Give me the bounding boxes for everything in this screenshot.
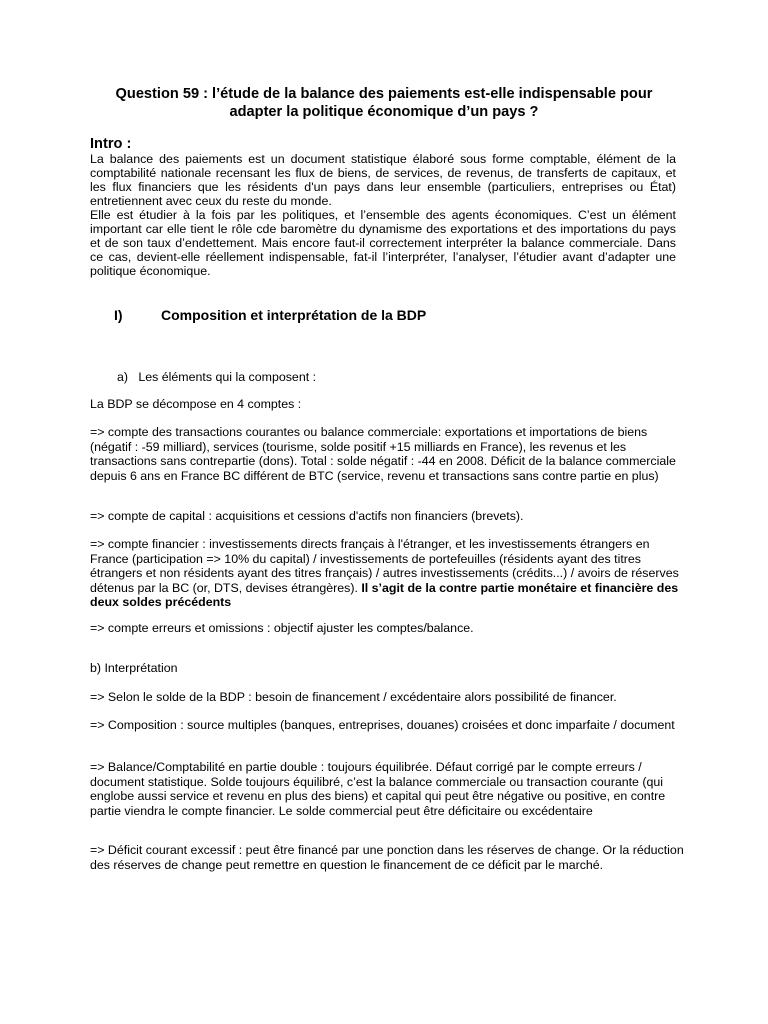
interpretation-deficit-paragraph: => Déficit courant excessif : peut être financé par une ponction dans les réserves de change. Or la réduction des réserves de change peut remettre en question le financement de ce déficit par le marché. [90,843,684,872]
interpretation-solde-paragraph: => Selon le solde de la BDP : besoin de financement / excédentaire alors possibilité de financer. [90,690,617,704]
compte-capital-paragraph: => compte de capital : acquisitions et cessions d'actifs non financiers (brevets). [90,509,524,523]
title-line-1: Question 59 : l’étude de la balance des paiements est-elle indispensable pour [115,86,653,102]
intro-paragraph-2: Elle est étudier à la fois par les politiques, et l’ensemble des agents économiques. C’est un élément important car elle tient le rôle cde baromètre du dynamisme des exportations et des importations du pays et de son taux d’endettement. Mais encore faut-il correctement interpréter la balance commerciale. Dans ce cas, devient-elle réellement indispensable, fat-il l’interpréter, l’analyser, l’étudier avant d’adapter une politique économique. [90,208,676,278]
compte-financier-paragraph [90,537,688,610]
section-title: Composition et interprétation de la BDP [161,307,427,323]
bdp-intro-paragraph: La BDP se décompose en 4 comptes : [90,397,302,411]
compte-financier-bold-text: Il s’agit de la contre partie monétaire et financière des deux soldes précédents [90,580,679,609]
subsection-a-heading: a) Les éléments qui la composent : [117,370,317,384]
interpretation-balance-paragraph: => Balance/Comptabilité en partie double : toujours équilibrée. Défaut corrigé par le compte erreurs / document statistique. Solde toujours équilibré, c’est la balance commerciale ou transaction courante (qui englobe aussi service et revenu en plus des biens) et capital qui peut être négative ou positive, en contre partie viendra le compte financier. Le solde commercial peut être déficitaire ou excédentaire [90,760,666,818]
document-title [60,85,708,121]
subsection-b-heading: b) Interprétation [90,661,178,675]
transactions-courantes-paragraph: => compte des transactions courantes ou balance commerciale: exportations et importations de biens (négatif : -59 milliard), services (tourisme, solde positif +15 milliards en France), les revenus et les transactions sans contrepartie (dons). Total : solde négatif : -44 en 2008. Déficit de la balance commerciale depuis 6 ans en France BC différent de BTC (service, revenu et transactions sans contre partie en plus) [90,425,676,483]
intro-heading: Intro : [90,136,132,152]
section-number: I) [114,307,123,323]
intro-paragraph-1: La balance des paiements est un document statistique élaboré sous forme comptable, élément de la comptabilité nationale recensant les flux de biens, de services, de revenus, de transferts de capitaux, et les flux financiers que les résidents d'un pays dans leur ensemble (particuliers, entreprises ou État) entretiennent avec ceux du reste du monde. [90,152,676,208]
interpretation-composition-paragraph: => Composition : source multiples (banques, entreprises, douanes) croisées et donc imparfaite / document [90,718,675,732]
compte-financier-text: => compte financier : investissements directs français à l'étranger, et les investissements étrangers en France (participation => 10% du capital) / investissements de portefeuilles (résidents ayant des titres étrangers et non résidents ayant des titres français) / autres investissements (crédits...) / avoirs de réserves détenus par la BC (or, DTS, devises étrangères). [90,537,679,595]
erreurs-omissions-paragraph: => compte erreurs et omissions : objectif ajuster les comptes/balance. [90,621,474,635]
title-line-2: adapter la politique économique d’un pays ? [229,104,539,120]
